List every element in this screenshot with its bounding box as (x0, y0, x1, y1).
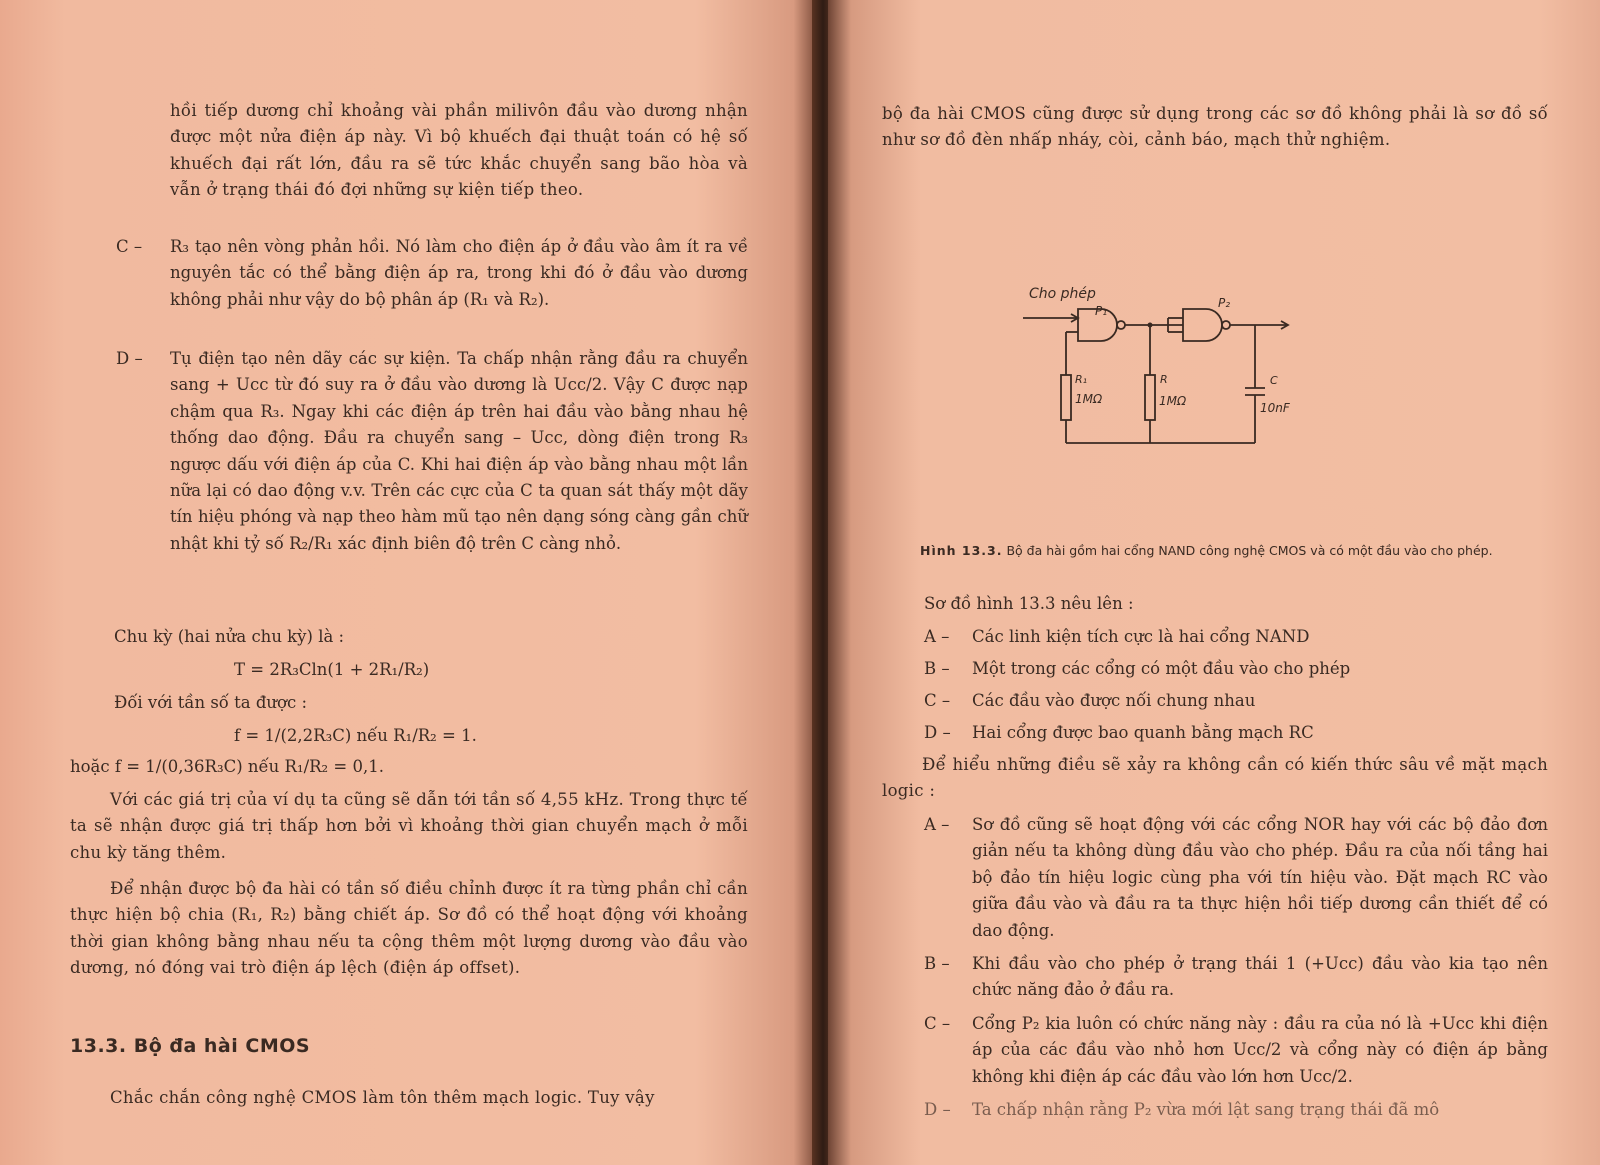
c-value: 10nF (1260, 401, 1290, 415)
list-text: Tụ điện tạo nên dãy các sự kiện. Ta chấp nhận rằng đầu ra chuyển sang + Ucc từ đó suy ra ở đầu vào dương là Ucc/2. Vậy C được nạp chậm qua R₃. Ngay khi các điện áp trên hai đầu vào bằng nhau hệ thống dao động. Đầu ra chuyển sang – Ucc, dòng điện trong R₃ ngược dấu với điện áp của C. Khi hai điện áp vào bằng nhau một lần nữa lại có dao động v.v. Trên các cực của C ta quan sát thấy một dãy tín hiệu phóng và nạp theo hàm mũ tạo nên dạng sóng càng gần chữ nhật khi tỷ số R₂/R₁ xác định biên độ trên C càng nhỏ. (170, 349, 748, 553)
list-label: D – (924, 1100, 951, 1119)
c-label: C (1270, 374, 1278, 387)
frequency-intro: Đối với tần số ta được : (114, 693, 308, 712)
circuit-diagram (1013, 285, 1313, 460)
list-text: Khi đầu vào cho phép ở trạng thái 1 (+Ucc) đầu vào kia tạo nên chức năng đảo ở đầu ra. (972, 954, 1548, 1000)
list-item-c (924, 1011, 1548, 1093)
list-label: D – (924, 723, 951, 742)
list-label: A – (924, 815, 950, 834)
list-text: Các linh kiện tích cực là hai cổng NAND (972, 627, 1310, 646)
r-value: 1MΩ (1159, 394, 1187, 408)
period-intro: Chu kỳ (hai nửa chu kỳ) là : (114, 627, 345, 646)
list-intro: Sơ đồ hình 13.3 nêu lên : (924, 594, 1134, 613)
paragraph-feedback: hồi tiếp dương chỉ khoảng vài phần milivôn đầu vào dương nhận được một nửa điện áp này. Vì bộ khuếch đại thuật toán có hệ số khuếch đại rất lớn, đầu ra sẽ tức khắc chuyển sang bão hòa và vẫn ở trạng thái đó đợi những sự kiện tiếp theo. (170, 101, 748, 200)
list-label: C – (924, 1014, 951, 1033)
r-label: R (1160, 373, 1168, 386)
input-label: Cho phép (1029, 286, 1096, 302)
section-heading: 13.3. Bộ đa hài CMOS (70, 1035, 311, 1057)
list-label: B – (924, 954, 950, 973)
list-item-d (116, 346, 748, 596)
list-label: A – (924, 627, 950, 646)
r1-label: R₁ (1075, 373, 1088, 386)
list-item (924, 723, 1314, 742)
formula-frequency-1: f = 1/(2,2R₃C) nếu R₁/R₂ = 1. (234, 726, 477, 745)
list-label: C – (116, 237, 143, 256)
list-text: Các đầu vào được nối chung nhau (972, 691, 1256, 710)
formula-period: T = 2R₃Cln(1 + 2R₁/R₂) (234, 660, 430, 679)
caption-text: Bộ đa hài gồm hai cổng NAND công nghệ CMOS và có một đầu vào cho phép. (1006, 543, 1493, 558)
caption-label: Hình 13.3. (920, 543, 1003, 558)
list-text: R₃ tạo nên vòng phản hồi. Nó làm cho điện áp ở đầu vào âm ít ra về nguyên tắc có thể bằng điện áp ra, trong khi đó ở đầu vào dương không phải như vậy do bộ phân áp (R₁ và R₂). (170, 237, 748, 309)
list-text: Cổng P₂ kia luôn có chức năng này : đầu ra của nó là +Ucc khi điện áp của các đầu vào nhỏ hơn Ucc/2 và cổng này có điện áp bằng không khi điện áp các đầu vào lớn hơn Ucc/2. (972, 1014, 1548, 1086)
paragraph-values: Với các giá trị của ví dụ ta cũng sẽ dẫn tới tần số 4,55 kHz. Trong thực tế ta sẽ nhận được giá trị thấp hơn bởi vì khoảng thời gian chuyển mạch ở mỗi chu kỳ tăng thêm. (70, 790, 748, 862)
figure-caption (920, 540, 1516, 561)
list-label: D – (116, 349, 143, 368)
list-text: Hai cổng được bao quanh bằng mạch RC (972, 723, 1314, 742)
list-item-a (924, 812, 1548, 947)
list-text: Sơ đồ cũng sẽ hoạt động với các cổng NOR hay với các bộ đảo đơn giản nếu ta không dùng đầu vào cho phép. Đầu ra của nối tầng hai bộ đảo tín hiệu logic cùng pha với tín hiệu vào. Đặt mạch RC vào giữa đầu vào và đầu ra ta thực hiện hồi tiếp dương cần thiết để có dao động. (972, 815, 1548, 940)
list-label: C – (924, 691, 951, 710)
paragraph-adjust: Để nhận được bộ đa hài có tần số điều chỉnh được ít ra từng phần chỉ cần thực hiện bộ chia (R₁, R₂) bằng chiết áp. Sơ đồ có thể hoạt động với khoảng thời gian không bằng nhau nếu ta cộng thêm một lượng dương vào đầu vào dương, nó đóng vai trò điện áp lệch (điện áp offset). (70, 879, 748, 978)
paragraph-cmos-usage: bộ đa hài CMOS cũng được sử dụng trong các sơ đồ không phải là sơ đồ số như sơ đồ đèn nhấp nháy, còi, cảnh báo, mạch thử nghiệm. (882, 104, 1548, 150)
list-item (924, 691, 1255, 710)
r1-value: 1MΩ (1075, 392, 1103, 406)
paragraph-section: Chắc chắn công nghệ CMOS làm tôn thêm mạch logic. Tuy vậy (110, 1088, 655, 1107)
list-item (924, 659, 1350, 678)
formula-frequency-2: hoặc f = 1/(0,36R₃C) nếu R₁/R₂ = 0,1. (70, 757, 384, 776)
list-text: Ta chấp nhận rằng P₂ vừa mới lật sang trạng thái đã mô (972, 1100, 1440, 1119)
list-item-d (924, 1097, 1548, 1127)
gate1-label: P₁ (1095, 304, 1108, 318)
list-item-b (924, 951, 1548, 1007)
list-item-c (116, 234, 748, 344)
paragraph-understand: Để hiểu những điều sẽ xảy ra không cần có kiến thức sâu về mặt mạch logic : (882, 755, 1548, 801)
list-text: Một trong các cổng có một đầu vào cho phép (972, 659, 1351, 678)
right-page (828, 0, 1600, 1165)
list-item (924, 627, 1309, 646)
list-label: B – (924, 659, 950, 678)
gate2-label: P₂ (1218, 296, 1231, 310)
